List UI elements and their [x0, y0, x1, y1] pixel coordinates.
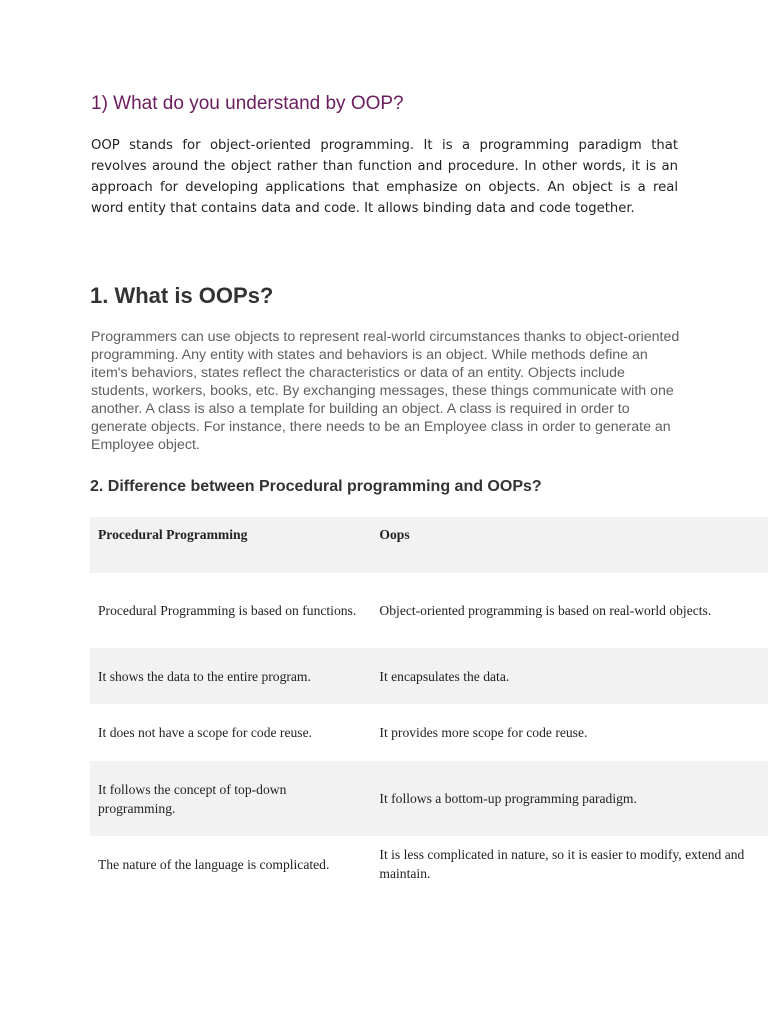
- table-header-row: [90, 517, 768, 573]
- table-row: [90, 761, 768, 836]
- table-cell: It shows the data to the entire program.: [98, 668, 311, 684]
- comparison-table: [90, 517, 768, 892]
- table-cell: It provides more scope for code reuse.: [379, 725, 588, 740]
- question-title: 1) What do you understand by OOP?: [91, 93, 404, 114]
- section-body-what-is-oops: Programmers can use objects to represent real-world circumstances thanks to object-oriented programming. Any entity with states and behaviors is an object. While methods define an item's behaviors, states reflect the characteristics or data of an entity. Objects include students, workers, books, etc. By exchanging messages, these things communicate with one another. A class is also a template for building an object. A class is required in order to generate objects. For instance, there needs to be an Employee class in order to generate an Employee object.: [91, 329, 680, 453]
- table-cell: It encapsulates the data.: [379, 668, 510, 684]
- table-cell: It is less complicated in nature, so it is easier to modify, extend and maintain.: [379, 847, 745, 881]
- table-row: [90, 648, 768, 704]
- table-row: [90, 704, 768, 761]
- table-cell: Procedural Programming is based on functions.: [98, 603, 357, 618]
- table-cell: It follows the concept of top-down programming.: [98, 781, 287, 816]
- section-heading-what-is-oops: 1. What is OOPs?: [90, 283, 274, 308]
- question-answer-text: OOP stands for object-oriented programming. It is a programming paradigm that revolves around the object rather than function and procedure. In other words, it is an approach for developing applications that emphasize on objects. An object is a real word entity that contains data and code. It allows binding data and code together.: [91, 138, 678, 216]
- table-row: [90, 573, 768, 648]
- table-cell: The nature of the language is complicated.: [98, 856, 330, 872]
- table-cell: It does not have a scope for code reuse.: [98, 725, 313, 740]
- table-header-cell: Procedural Programming: [98, 527, 248, 542]
- table-cell: Object-oriented programming is based on real-world objects.: [379, 603, 712, 618]
- table-header-cell: Oops: [379, 527, 410, 542]
- section-heading-difference: 2. Difference between Procedural programming and OOPs?: [90, 478, 542, 495]
- table-cell: It follows a bottom-up programming paradigm.: [379, 791, 637, 806]
- table-row: [90, 836, 768, 892]
